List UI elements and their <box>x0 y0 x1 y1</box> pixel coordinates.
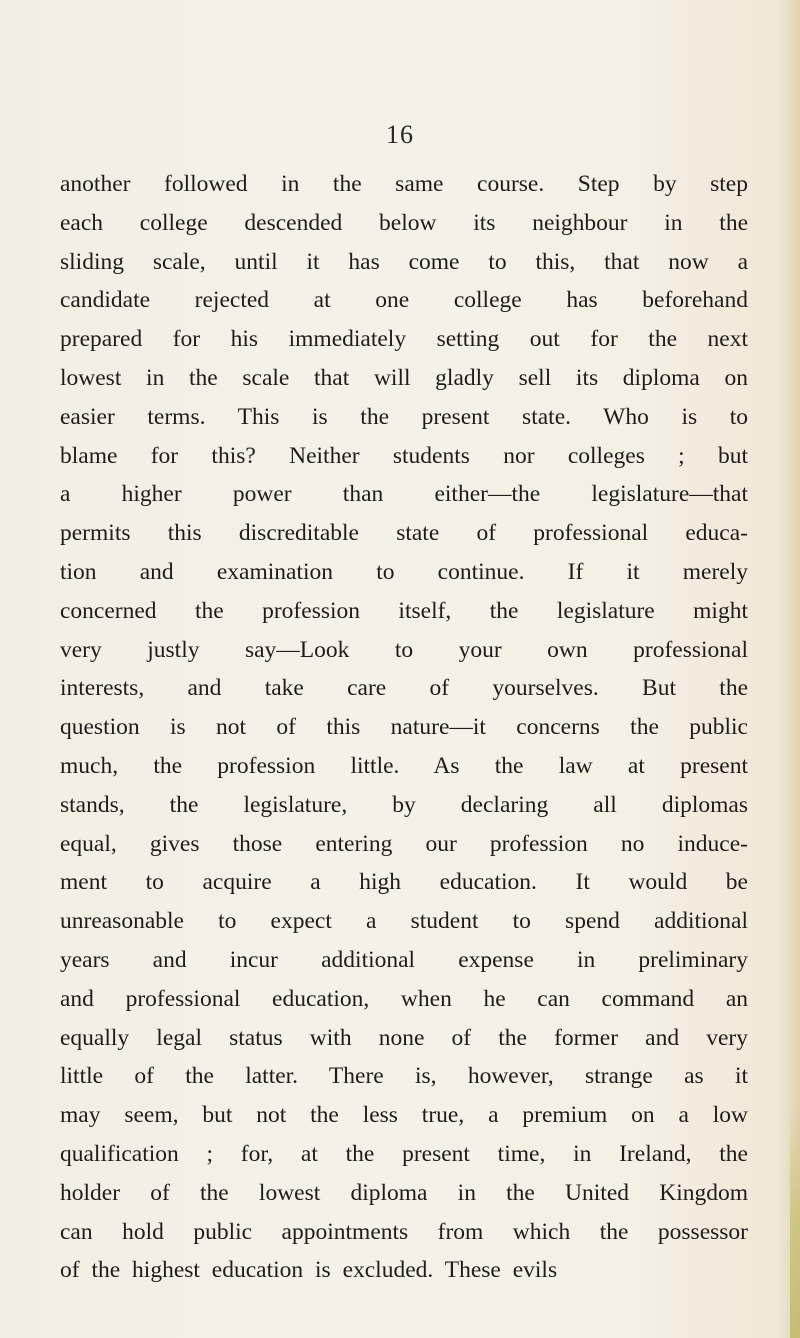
text-line-11: tion and examination to continue. If it merely <box>60 558 748 585</box>
text-line-8: blame for this? Neither students nor colleges ; but <box>60 442 748 469</box>
text-line-16: much, the profession little. As the law at present <box>60 752 748 779</box>
text-line-5: prepared for his immediately setting out for the next <box>60 326 748 353</box>
text-line-9: a higher power than either—the legislature—that <box>60 481 748 508</box>
page-number: 16 <box>386 120 414 149</box>
text-line-7: easier terms. This is the present state. Who is to <box>60 403 748 430</box>
text-line-12: concerned the profession itself, the legislature might <box>60 597 748 624</box>
text-line-18: equal, gives those entering our profession no induce- <box>60 830 748 857</box>
text-line-15: question is not of this nature—it concerns the public <box>60 714 748 741</box>
text-line-6: lowest in the scale that will gladly sell its diploma on <box>60 364 748 391</box>
text-line-24: little of the latter. There is, however, strange as it <box>60 1063 748 1090</box>
text-line-25: may seem, but not the less true, a premium on a low <box>60 1102 748 1129</box>
text-line-4: candidate rejected at one college has beforehand <box>60 287 748 314</box>
text-line-28: can hold public appointments from which the possessor <box>60 1218 748 1245</box>
text-line-3: sliding scale, until it has come to this, that now a <box>60 248 748 275</box>
text-line-27: holder of the lowest diploma in the United Kingdom <box>60 1179 748 1206</box>
text-line-23: equally legal status with none of the former and very <box>60 1024 748 1051</box>
text-line-10: permits this discreditable state of professional educa- <box>60 520 748 547</box>
text-line-19: ment to acquire a high education. It would be <box>60 869 748 896</box>
text-line-22: and professional education, when he can command an <box>60 985 748 1012</box>
text-line-17: stands, the legislature, by declaring all diplomas <box>60 791 748 818</box>
text-line-1: another followed in the same course. Step by step <box>60 171 748 197</box>
text-line-14: interests, and take care of yourselves. But the <box>60 675 748 702</box>
page-edge-stain <box>790 1100 800 1338</box>
text-line-2: each college descended below its neighbour in the <box>60 209 748 236</box>
text-line-21: years and incur additional expense in preliminary <box>60 946 748 973</box>
text-line-20: unreasonable to expect a student to spend additional <box>60 908 748 935</box>
text-line-29: of the highest education is excluded. These evils <box>60 1257 558 1284</box>
text-line-26: qualification ; for, at the present time, in Ireland, the <box>60 1140 748 1167</box>
text-line-13: very justly say—Look to your own professional <box>60 636 748 663</box>
body-text <box>60 165 748 1290</box>
